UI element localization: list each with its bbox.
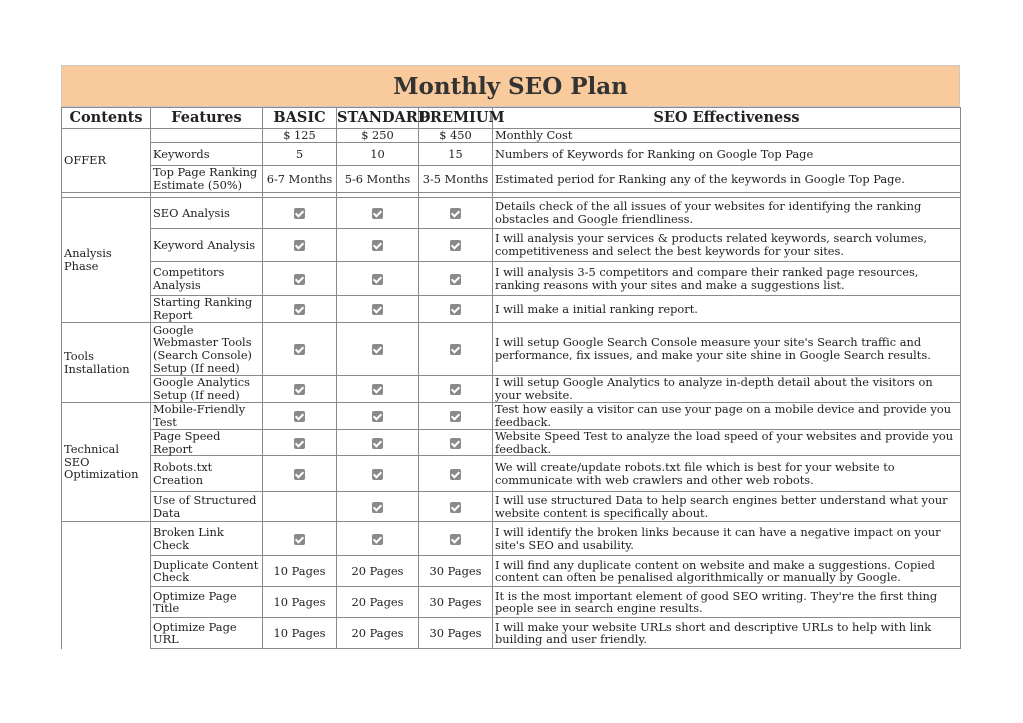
checkbox-checked-icon <box>294 438 305 449</box>
table-row <box>62 456 961 492</box>
price-premium: $ 450 <box>419 129 493 143</box>
checkbox-checked-icon <box>450 344 461 355</box>
feature-cell: Robots.txt Creation <box>151 456 263 492</box>
desc-cell: Website Speed Test to analyze the load speed of your websites and provide you feedback. <box>493 430 961 456</box>
table-row <box>62 376 961 403</box>
desc-cell: I will analysis your services & products related keywords, search volumes, competitiveness and select the best keywords for your sites. <box>493 229 961 262</box>
desc-cell: Monthly Cost <box>493 129 961 143</box>
value-standard: 20 Pages <box>337 618 419 649</box>
table-row <box>62 262 961 296</box>
checkbox-checked-icon <box>450 304 461 315</box>
checkbox-checked-icon <box>372 208 383 219</box>
value-premium: 3-5 Months <box>419 166 493 193</box>
checkbox-checked-icon <box>294 274 305 285</box>
checkbox-checked-icon <box>372 384 383 395</box>
checkbox-checked-icon <box>294 534 305 545</box>
checkbox-checked-icon <box>294 208 305 219</box>
checkbox-checked-icon <box>372 469 383 480</box>
desc-cell: I will setup Google Analytics to analyze in-depth detail about the visitors on your website. <box>493 376 961 403</box>
checkbox-checked-icon <box>450 411 461 422</box>
desc-cell: I will make your website URLs short and descriptive URLs to help with link building and user friendly. <box>493 618 961 649</box>
table-row <box>62 587 961 618</box>
desc-cell: It is the most important element of good SEO writing. They're the first thing people see in search engine results. <box>493 587 961 618</box>
feature-cell: Mobile-Friendly Test <box>151 403 263 430</box>
feature-cell: Broken Link Check <box>151 522 263 556</box>
table-row <box>62 296 961 323</box>
checkbox-checked-icon <box>450 534 461 545</box>
checkbox-checked-icon <box>294 304 305 315</box>
section-technical-seo: Technical SEO Optimization <box>62 403 151 522</box>
desc-cell: Details check of the all issues of your websites for identifying the ranking obstacles and Google friendliness. <box>493 198 961 229</box>
desc-cell: I will make a initial ranking report. <box>493 296 961 323</box>
desc-cell: I will analysis 3-5 competitors and compare their ranked page resources, ranking reasons with your sites and make a suggestions list. <box>493 262 961 296</box>
seo-plan-table <box>61 107 961 649</box>
value-basic: 10 Pages <box>263 556 337 587</box>
checkbox-checked-icon <box>372 534 383 545</box>
feature-cell: Optimize Page Title <box>151 587 263 618</box>
value-standard: 20 Pages <box>337 556 419 587</box>
checkbox-checked-icon <box>372 240 383 251</box>
desc-cell: Test how easily a visitor can use your page on a mobile device and provide you feedback. <box>493 403 961 430</box>
checkbox-checked-icon <box>294 240 305 251</box>
value-basic: 6-7 Months <box>263 166 337 193</box>
checkbox-checked-icon <box>372 502 383 513</box>
table-row <box>62 403 961 430</box>
checkbox-checked-icon <box>450 469 461 480</box>
table-row <box>62 492 961 522</box>
checkbox-checked-icon <box>450 502 461 513</box>
header-premium: PREMIUM <box>419 108 493 129</box>
feature-cell: Google Analytics Setup (If need) <box>151 376 263 403</box>
table-row <box>62 129 961 143</box>
feature-cell: Duplicate Content Check <box>151 556 263 587</box>
table-row <box>62 143 961 166</box>
value-basic: 10 Pages <box>263 618 337 649</box>
value-standard: 10 <box>337 143 419 166</box>
section-analysis-phase: Analysis Phase <box>62 198 151 323</box>
value-basic: 10 Pages <box>263 587 337 618</box>
desc-cell: We will create/update robots.txt file which is best for your website to communicate with web crawlers and other web robots. <box>493 456 961 492</box>
feature-cell: SEO Analysis <box>151 198 263 229</box>
feature-cell: Page Speed Report <box>151 430 263 456</box>
value-premium: 15 <box>419 143 493 166</box>
checkbox-checked-icon <box>372 274 383 285</box>
table-row <box>62 229 961 262</box>
desc-cell: Numbers of Keywords for Ranking on Google Top Page <box>493 143 961 166</box>
feature-cell: Top Page Ranking Estimate (50%) <box>151 166 263 193</box>
checkbox-checked-icon <box>450 438 461 449</box>
header-standard: STANDARD <box>337 108 419 129</box>
checkbox-checked-icon <box>372 304 383 315</box>
checkbox-checked-icon <box>294 411 305 422</box>
section-offer: OFFER <box>62 129 151 193</box>
checkbox-checked-icon <box>372 344 383 355</box>
table-row <box>62 166 961 193</box>
desc-cell: I will find any duplicate content on website and make a suggestions. Copied content can often be penalised algorithmically or manually by Google. <box>493 556 961 587</box>
table-row <box>62 618 961 649</box>
header-contents: Contents <box>62 108 151 129</box>
table-row <box>62 522 961 556</box>
feature-cell: Starting Ranking Report <box>151 296 263 323</box>
table-row <box>62 430 961 456</box>
value-premium: 30 Pages <box>419 556 493 587</box>
checkbox-checked-icon <box>450 384 461 395</box>
checkbox-checked-icon <box>372 411 383 422</box>
checkbox-checked-icon <box>450 240 461 251</box>
table-row <box>62 556 961 587</box>
checkbox-checked-icon <box>294 344 305 355</box>
sheet-title: Monthly SEO Plan <box>61 65 960 107</box>
feature-cell: Google Webmaster Tools (Search Console) Setup (If need) <box>151 323 263 376</box>
seo-plan-sheet <box>61 65 960 649</box>
header-row <box>62 108 961 129</box>
feature-cell: Optimize Page URL <box>151 618 263 649</box>
feature-cell <box>151 129 263 143</box>
section-tools-installation: Tools Installation <box>62 323 151 403</box>
feature-cell: Keyword Analysis <box>151 229 263 262</box>
empty-basic-cell <box>263 492 337 522</box>
value-standard: 20 Pages <box>337 587 419 618</box>
checkbox-checked-icon <box>450 274 461 285</box>
table-row <box>62 323 961 376</box>
header-features: Features <box>151 108 263 129</box>
desc-cell: Estimated period for Ranking any of the keywords in Google Top Page. <box>493 166 961 193</box>
checkbox-checked-icon <box>450 208 461 219</box>
value-premium: 30 Pages <box>419 618 493 649</box>
feature-cell: Keywords <box>151 143 263 166</box>
desc-cell: I will use structured Data to help search engines better understand what your website content is specifically about. <box>493 492 961 522</box>
table-row <box>62 198 961 229</box>
value-standard: 5-6 Months <box>337 166 419 193</box>
checkbox-checked-icon <box>294 469 305 480</box>
desc-cell: I will identify the broken links because it can have a negative impact on your site's SEO and usability. <box>493 522 961 556</box>
value-basic: 5 <box>263 143 337 166</box>
desc-cell: I will setup Google Search Console measure your site's Search traffic and performance, fix issues, and make your site shine in Google Search results. <box>493 323 961 376</box>
feature-cell: Use of Structured Data <box>151 492 263 522</box>
feature-cell: Competitors Analysis <box>151 262 263 296</box>
price-standard: $ 250 <box>337 129 419 143</box>
header-seo-effectiveness: SEO Effectiveness <box>493 108 961 129</box>
value-premium: 30 Pages <box>419 587 493 618</box>
checkbox-checked-icon <box>294 384 305 395</box>
section-unlabeled <box>62 522 151 649</box>
price-basic: $ 125 <box>263 129 337 143</box>
header-basic: BASIC <box>263 108 337 129</box>
checkbox-checked-icon <box>372 438 383 449</box>
